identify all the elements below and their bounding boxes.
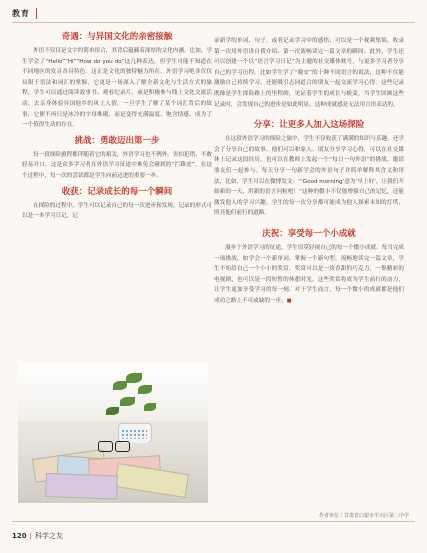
glasses-lens (98, 441, 113, 452)
paragraph-harvest-cont: 录新学的单词、句子，或者记录学习中的感悟；可以是一个视频集锦，收录第一次用外语讲自我介绍、第一次流畅读完一篇文章的瞬间。此外，学生还可以创建一个以“语言学习日记”为主题的社交媒体账号，与更多学习者分享自己的学习历程。比如学生学了“晚安”的十种不同语言的说法，这种不仅能激励自己持续学习，还能吸引志同道合的朋友一起交流学习心得。这些记录既像是学生探险路上的里程碑，见证着学生的成长与蜕变。当学生回顾这些记录时，会发现自己的进步是如此明显，这种成就感是无法用言语表达的。 (214, 38, 404, 108)
paragraph-challenge: 每一段探险旅程都伴随着它的艰关，外语学习也不例外。害怕犯错、不敢轻易开口，这是众多学习者在外语学习征途中难免会碰到的“拦路虎”。在这个过程中，每一次的尝试都是学生向前迈进的重要一步。 (22, 151, 213, 179)
paragraph-harvest: 在探险的过程中，学生可以记录自己的每一次进步和发现。记录的形式可以是一本学习日记，记 (22, 202, 213, 220)
page-header (0, 0, 427, 22)
section-title-celebrate: 庆祝：享受每一个小成就 (262, 228, 356, 239)
glasses-lens (115, 441, 130, 452)
plant-leaf (120, 397, 135, 406)
footer-divider (12, 521, 415, 522)
page-footer (12, 531, 63, 541)
photo-magazines-glasses (18, 363, 208, 503)
section-title-share: 分享：让更多人加入这场探险 (253, 120, 365, 131)
plant-leaf (113, 381, 127, 390)
section-title-challenge: 挑战：勇敢迈出第一步 (74, 135, 160, 146)
header-divider (12, 22, 415, 23)
section-tag: 教育 (12, 8, 37, 19)
plant-leaf (126, 373, 142, 383)
left-column (22, 30, 212, 225)
paragraph-celebrate-text: 漫步于外语学习的征途，学生切莫轻视自己的每一个微小成就。每当完成一项挑战，如学会一个新单词、掌握一个新句型、流畅地读完一篇文章，学生不妨给自己一个小小的奖赏。奖赏可以是一块香甜的巧克力，一集精彩的电视剧，也可以是一段短暂的休憩时光。这些奖赏将成为学生前行的动力，让学生更加享受学习的每一刻。对于学生而言，每一个微小的成就都是他们成功之路上不可或缺的一步。 (214, 244, 405, 304)
paragraph-encounter: 外语不仅仅是文字的简单组合，其背后蕴藏着深厚的文化内涵。比如，学生学会了“Hello”“Hi”“How do you do”这几种表达，但学生可能不知道在不同地区的发音各具特色。这正是文化的独特魅力所在。外语学习绝非仅仅局限于语法和词汇的掌握，它更是一场深入了解全新文化与生活方式的旅程。学生可以通过阅读故事书、观看纪录片，或是积极参与线上文化交流活动，去亲身体验异国他乡的风土人情。一旦学生了解了某个词汇背后的故事，它便不再只是冰冷的字母堆砌，而是变得充满温度、饱含情感，成为了一个值得生动的存在。 (22, 48, 213, 129)
page-number: 120 (12, 532, 27, 540)
paragraph-celebrate (214, 243, 404, 307)
author-affiliation: 作者单位｜甘肃省白银市平川区第二中学 (318, 513, 409, 519)
plant-leaf (138, 385, 152, 394)
section-title-encounter: 奇遇：与异国文化的亲密接触 (61, 32, 173, 42)
magazine-name: 科学之友 (34, 532, 63, 540)
end-of-article-mark: ■ (286, 297, 292, 304)
plant-leaf (106, 407, 119, 415)
right-column (214, 36, 404, 309)
section-title-harvest: 收获：记录成长的每一个瞬间 (61, 186, 173, 197)
footer-separator: | (29, 532, 32, 540)
pot-pattern (121, 429, 147, 439)
paragraph-share: 在这段外语学习的探险之旅中，学生不仅收获了满满的知识与乐趣，还学会了分享自己的故事。他们可以和家人、朋友分享学习心得，可以在社交媒体上记录这段经历，也可以在教师上发起一个“每日一句外语”的挑战，邀请朋友们一起参与。每天分享一句新学会的外语句子并简单解释其含义和用法，比如，学生可以在微博发文：“‘Good morning’意为‘早上好’，让我们开始新的一天，用新的语言问候吧！”这种的微小不仅能增强自己的记忆，还能激发他人的学习兴趣。学生的每一次分享都可能成为他人探索未知的灯塔，照亮他们前行的道路。 (214, 136, 405, 217)
eyeglasses (98, 441, 132, 453)
plant-leaf (144, 403, 156, 411)
magazine (45, 473, 118, 499)
